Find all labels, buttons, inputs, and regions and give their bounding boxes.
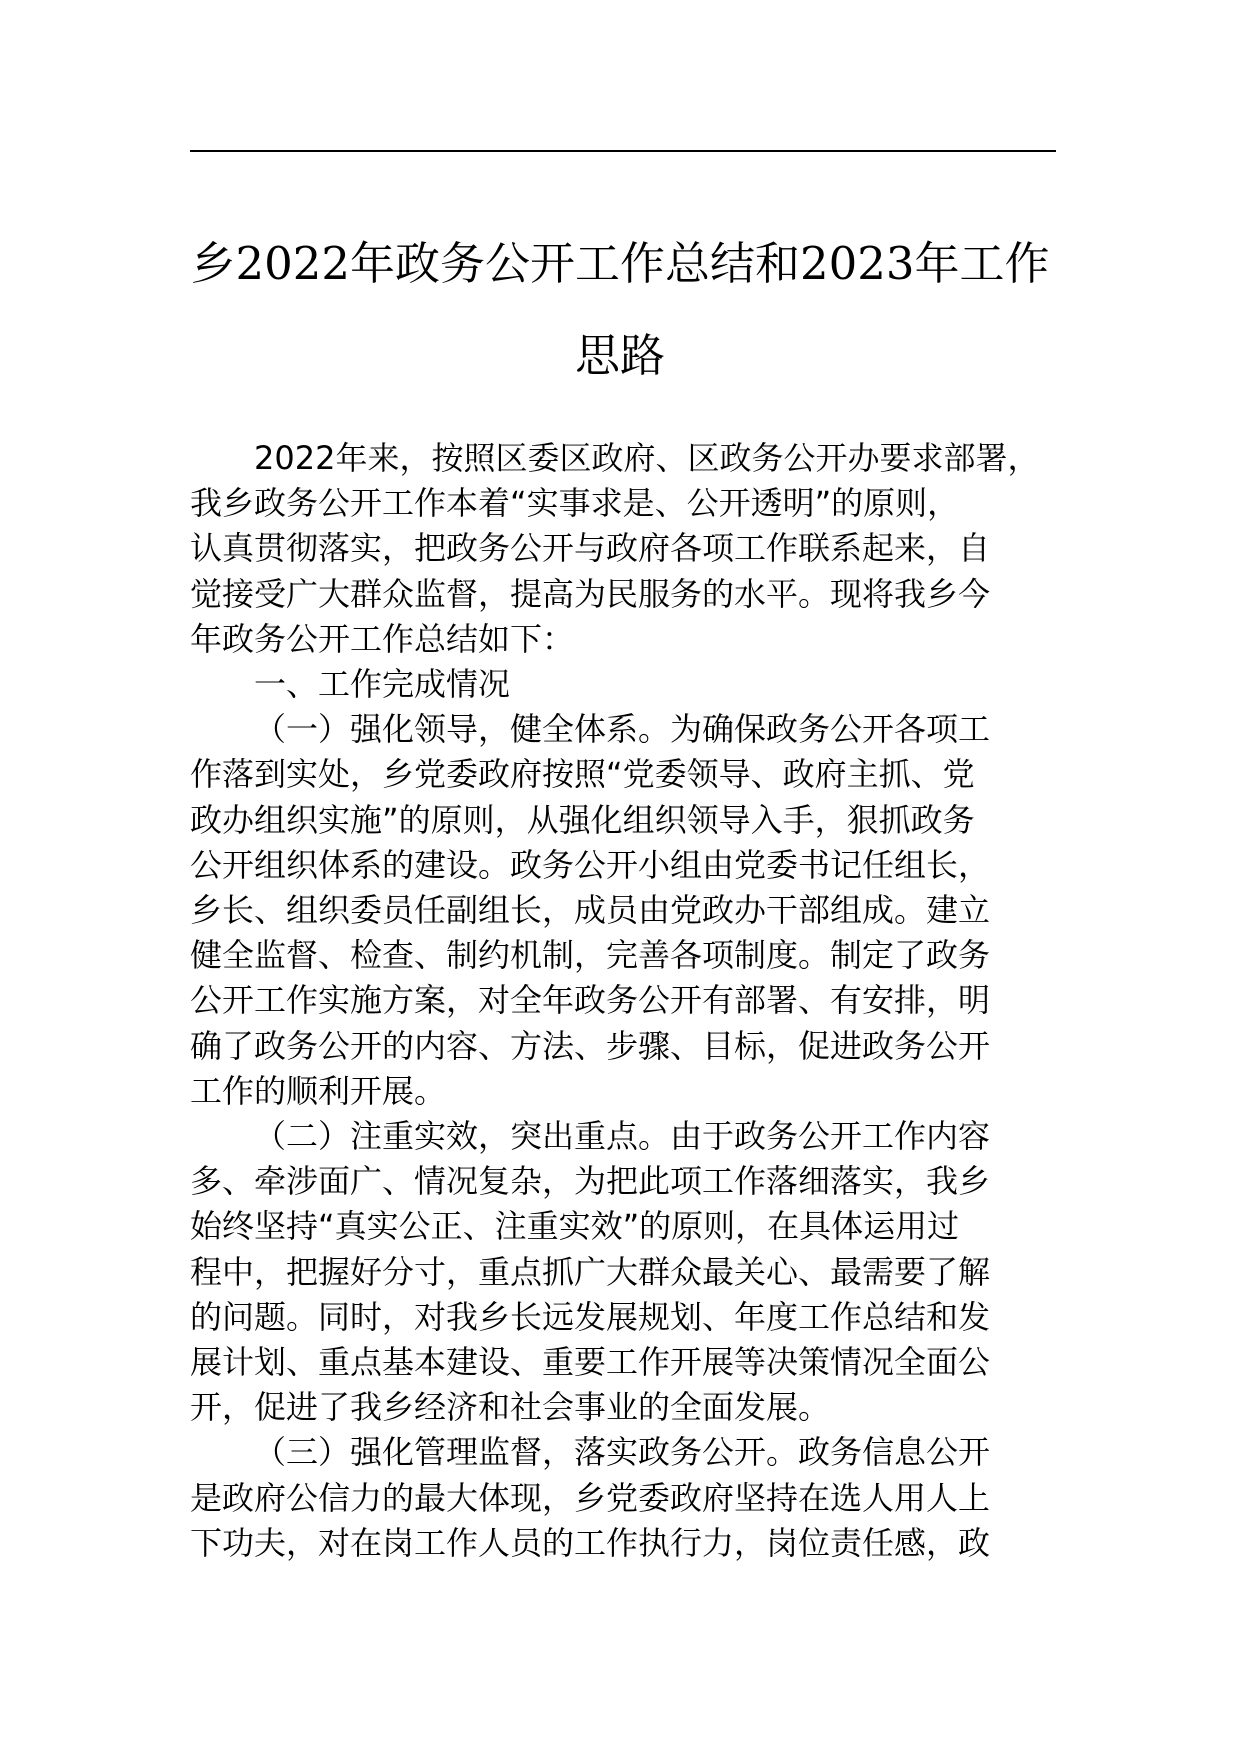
body-line: 健全监督、检查、制约机制，完善各项制度。制定了政务 [190,936,991,975]
body-line: 公开工作实施方案，对全年政务公开有部署、有安排，明 [190,981,991,1020]
body-line: 是政府公信力的最大体现，乡党委政府坚持在选人用人上 [190,1478,991,1517]
body-line: 程中，把握好分寸，重点抓广大群众最关心、最需要了解 [190,1252,991,1291]
title-line-1: 乡2022年政务公开工作总结和2023年工作 [190,237,1050,290]
body-line: 公开组织体系的建设。政务公开小组由党委书记任组长， [190,845,991,884]
body-line: 2022年来，按照区委区政府、区政务公开办要求部署， [254,439,1040,477]
section-heading: 一、工作完成情况 [254,665,511,704]
body-line: （一）强化领导，健全体系。为确保政务公开各项工 [254,710,991,749]
header-rule [190,150,1056,152]
body-line: 觉接受广大群众监督，提高为民服务的水平。现将我乡今 [190,574,991,613]
body-line: 认真贯彻落实，把政务公开与政府各项工作联系起来，自 [190,529,991,568]
body-line: 开，促进了我乡经济和社会事业的全面发展。 [190,1388,831,1427]
document-body [190,436,1056,1566]
body-line: 我乡政务公开工作本着“实事求是、公开透明”的原则， [190,484,960,523]
body-line: 政办组织实施”的原则，从强化组织领导入手，狠抓政务 [190,800,975,839]
body-line: 工作的顺利开展。 [190,1071,447,1110]
body-line: 乡长、组织委员任副组长，成员由党政办干部组成。建立 [190,891,991,930]
body-line: 下功夫，对在岗工作人员的工作执行力，岗位责任感，政 [190,1523,991,1562]
title-line-2: 思路 [574,329,665,382]
document-title [150,218,1090,402]
body-line: 始终坚持“真实公正、注重实效”的原则，在具体运用过 [190,1207,960,1246]
body-line: 展计划、重点基本建设、重要工作开展等决策情况全面公 [190,1343,991,1382]
body-line: 的问题。同时，对我乡长远发展规划、年度工作总结和发 [190,1297,991,1336]
body-line: 确了政务公开的内容、方法、步骤、目标，促进政务公开 [190,1026,991,1065]
body-line: （二）注重实效，突出重点。由于政务公开工作内容 [254,1117,991,1156]
body-line: （三）强化管理监督，落实政务公开。政务信息公开 [254,1433,991,1472]
body-line: 多、牵涉面广、情况复杂，为把此项工作落细落实，我乡 [190,1162,991,1201]
body-line: 年政务公开工作总结如下： [190,619,575,658]
body-line: 作落到实处，乡党委政府按照“党委领导、政府主抓、党 [190,755,975,794]
